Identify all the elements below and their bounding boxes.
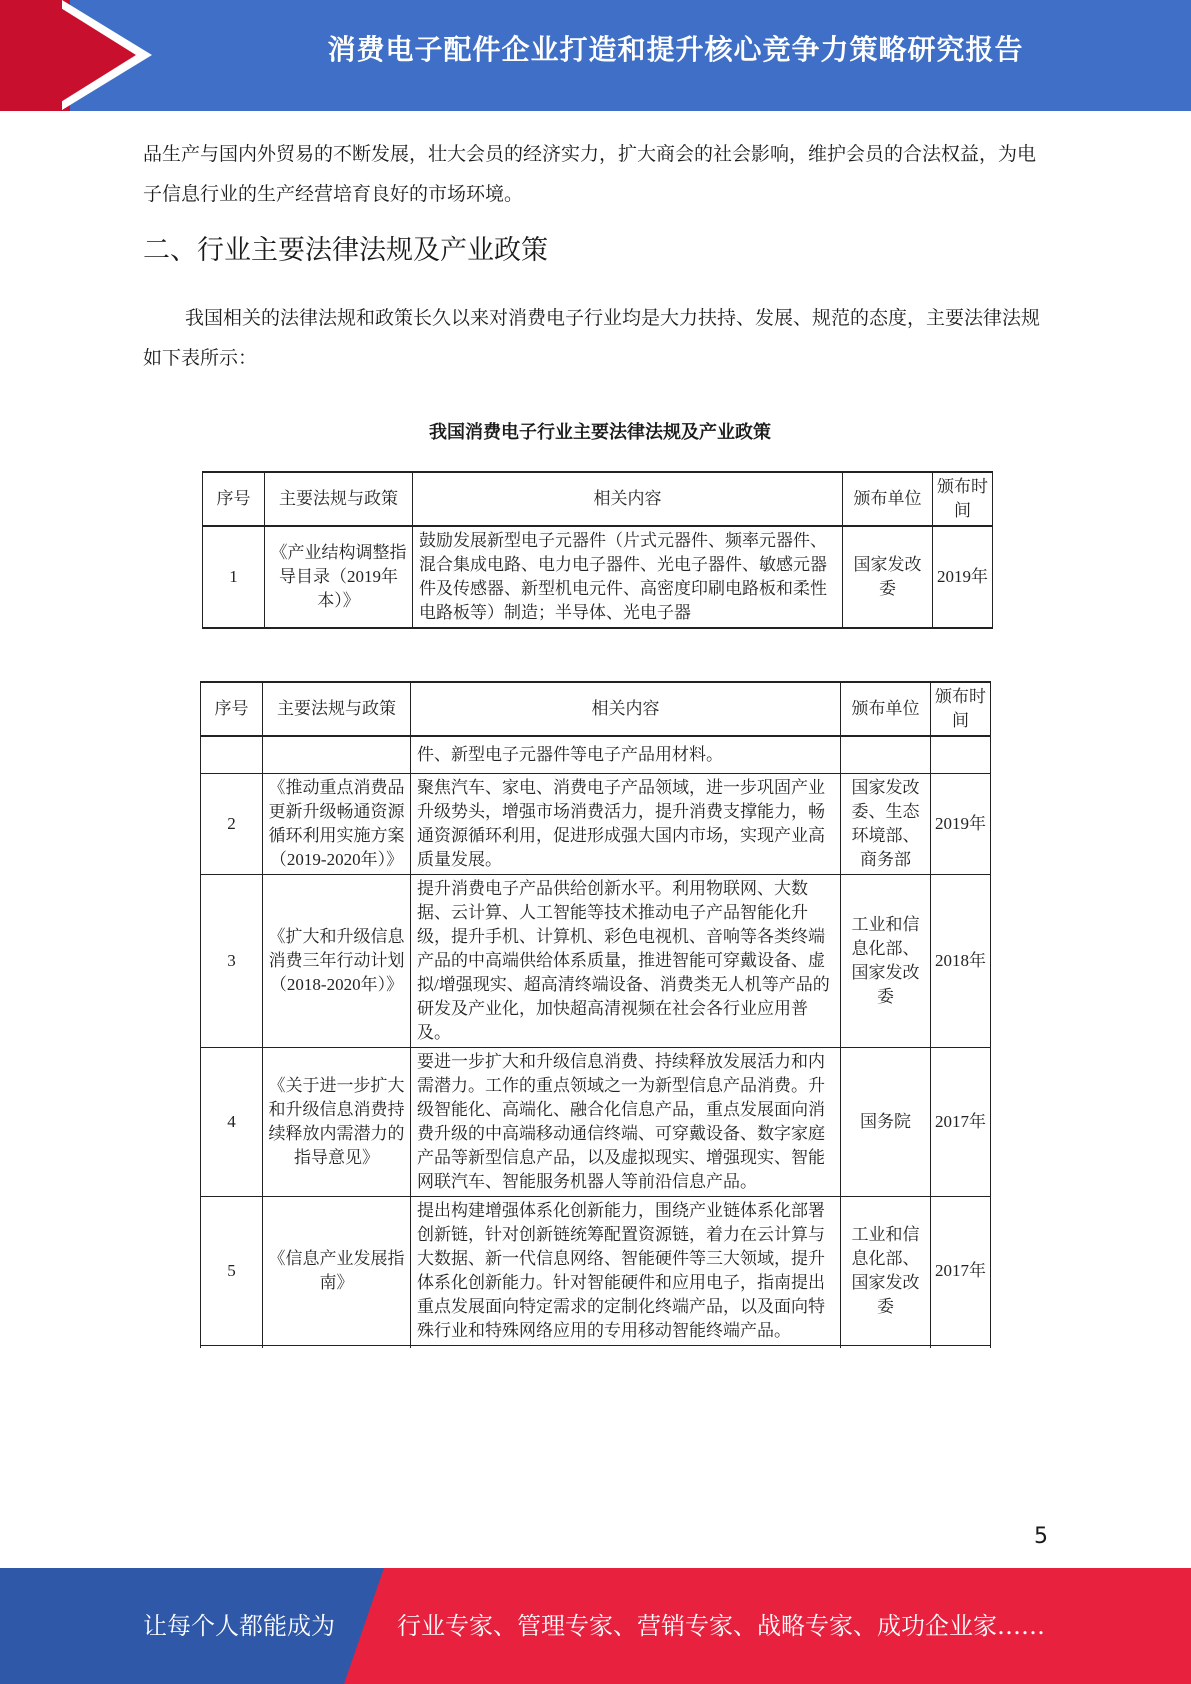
section-heading: 二、行业主要法律法规及产业政策 bbox=[143, 235, 548, 266]
issuing-authority: 国务院 bbox=[841, 1048, 931, 1197]
issue-year: 2017年 bbox=[931, 1048, 991, 1197]
page-footer bbox=[0, 1568, 1191, 1684]
header-cell: 相关内容 bbox=[413, 472, 843, 526]
header-cell: 主要法规与政策 bbox=[265, 472, 413, 526]
row-number: 5 bbox=[201, 1197, 263, 1346]
table-row-cut bbox=[201, 1346, 991, 1349]
issue-year: 2019年 bbox=[933, 526, 993, 628]
table-header-row bbox=[203, 472, 993, 526]
issue-year: 2019年 bbox=[931, 774, 991, 875]
issue-year bbox=[931, 736, 991, 774]
row-number: 3 bbox=[201, 875, 263, 1048]
table-row-continuation bbox=[201, 736, 991, 774]
row-number bbox=[201, 736, 263, 774]
policy-content: 聚焦汽车、家电、消费电子产品领域，进一步巩固产业升级势头，增强市场消费活力，提升消费支撑能力，畅通资源循环利用，促进形成强大国内市场，实现产业高质量发展。 bbox=[411, 774, 841, 875]
table-caption: 我国消费电子行业主要法律法规及产业政策 bbox=[429, 422, 771, 443]
issuing-authority: 工业和信息化部、国家发改委 bbox=[841, 875, 931, 1048]
issue-year: 2018年 bbox=[931, 875, 991, 1048]
policy-table-part-1 bbox=[202, 471, 993, 629]
header-cell: 序号 bbox=[201, 682, 263, 736]
header-cell: 主要法规与政策 bbox=[263, 682, 411, 736]
page-header bbox=[0, 0, 1191, 111]
policy-content: 提升消费电子产品供给创新水平。利用物联网、大数据、云计算、人工智能等技术推动电子产品智能化升级，提升手机、计算机、彩色电视机、音响等各类终端产品的中高端供给体系质量，推进智能可穿戴设备、虚拟/增强现实、超高清终端设备、消费类无人机等产品的研发及产业化，加快超高清视频在社会各行业应用普及。 bbox=[411, 875, 841, 1048]
policy-content: 要进一步扩大和升级信息消费、持续释放发展活力和内需潜力。工作的重点领域之一为新型信息产品消费。升级智能化、高端化、融合化信息产品，重点发展面向消费升级的中高端移动通信终端、可穿戴设备、数字家庭产品等新型信息产品，以及虚拟现实、增强现实、智能网联汽车、智能服务机器人等前沿信息产品。 bbox=[411, 1048, 841, 1197]
table-row bbox=[201, 774, 991, 875]
body-paragraph-2: 我国相关的法律法规和政策长久以来对消费电子行业均是大力扶持、发展、规范的态度，主要法律法规如下表所示： bbox=[143, 307, 1041, 369]
policy-name: 《扩大和升级信息消费三年行动计划（2018-2020年）》 bbox=[263, 875, 411, 1048]
header-cell: 颁布单位 bbox=[841, 682, 931, 736]
header-cell: 颁布时间 bbox=[933, 472, 993, 526]
issuing-authority: 国家发改委、生态环境部、商务部 bbox=[841, 774, 931, 875]
footer-slogan-left: 让每个人都能成为 bbox=[143, 1612, 335, 1640]
issue-year: 2017年 bbox=[931, 1197, 991, 1346]
policy-name: 《产业结构调整指导目录（2019年本）》 bbox=[265, 526, 413, 628]
header-cell: 相关内容 bbox=[411, 682, 841, 736]
header-arrow-icon bbox=[48, 0, 136, 110]
table-header-row bbox=[201, 682, 991, 736]
issuing-authority: 国家发改委 bbox=[843, 526, 933, 628]
policy-name: 《推动重点消费品更新升级畅通资源循环利用实施方案（2019-2020年）》 bbox=[263, 774, 411, 875]
header-cell: 序号 bbox=[203, 472, 265, 526]
policy-content: 件、新型电子元器件等电子产品用材料。 bbox=[411, 736, 841, 774]
table-row bbox=[203, 526, 993, 628]
body-paragraph-1: 品生产与国内外贸易的不断发展，壮大会员的经济实力，扩大商会的社会影响，维护会员的合法权益，为电子信息行业的生产经营培育良好的市场环境。 bbox=[143, 143, 1037, 205]
policy-name: 《关于进一步扩大和升级信息消费持续释放内需潜力的指导意见》 bbox=[263, 1048, 411, 1197]
issuing-authority: 工业和信息化部、国家发改委 bbox=[841, 1197, 931, 1346]
issuing-authority bbox=[841, 736, 931, 774]
policy-content: 提出构建增强体系化创新能力，围绕产业链体系化部署创新链，针对创新链统筹配置资源链，着力在云计算与大数据、新一代信息网络、智能硬件等三大领域，提升体系化创新能力。针对智能硬件和应用电子，指南提出重点发展面向特定需求的定制化终端产品，以及面向特殊行业和特殊网络应用的专用移动智能终端产品。 bbox=[411, 1197, 841, 1346]
policy-content: 鼓励发展新型电子元器件（片式元器件、频率元器件、混合集成电路、电力电子器件、光电子器件、敏感元器件及传感器、新型机电元件、高密度印刷电路板和柔性电路板等）制造；半导体、光电子器 bbox=[413, 526, 843, 628]
header-cell: 颁布时间 bbox=[931, 682, 991, 736]
policy-table-part-2 bbox=[200, 681, 991, 1348]
footer-slogan-right: 行业专家、管理专家、营销专家、战略专家、成功企业家…… bbox=[397, 1612, 1045, 1640]
row-number: 4 bbox=[201, 1048, 263, 1197]
table-row bbox=[201, 1048, 991, 1197]
policy-name: 《信息产业发展指南》 bbox=[263, 1197, 411, 1346]
row-number: 2 bbox=[201, 774, 263, 875]
header-cell: 颁布单位 bbox=[843, 472, 933, 526]
row-number: 1 bbox=[203, 526, 265, 628]
footer-blue-slant bbox=[344, 1568, 384, 1684]
report-title: 消费电子配件企业打造和提升核心竞争力策略研究报告 bbox=[327, 33, 1024, 66]
page-number: 5 bbox=[1034, 1524, 1048, 1549]
table-row bbox=[201, 1197, 991, 1346]
policy-name bbox=[263, 736, 411, 774]
table-row bbox=[201, 875, 991, 1048]
